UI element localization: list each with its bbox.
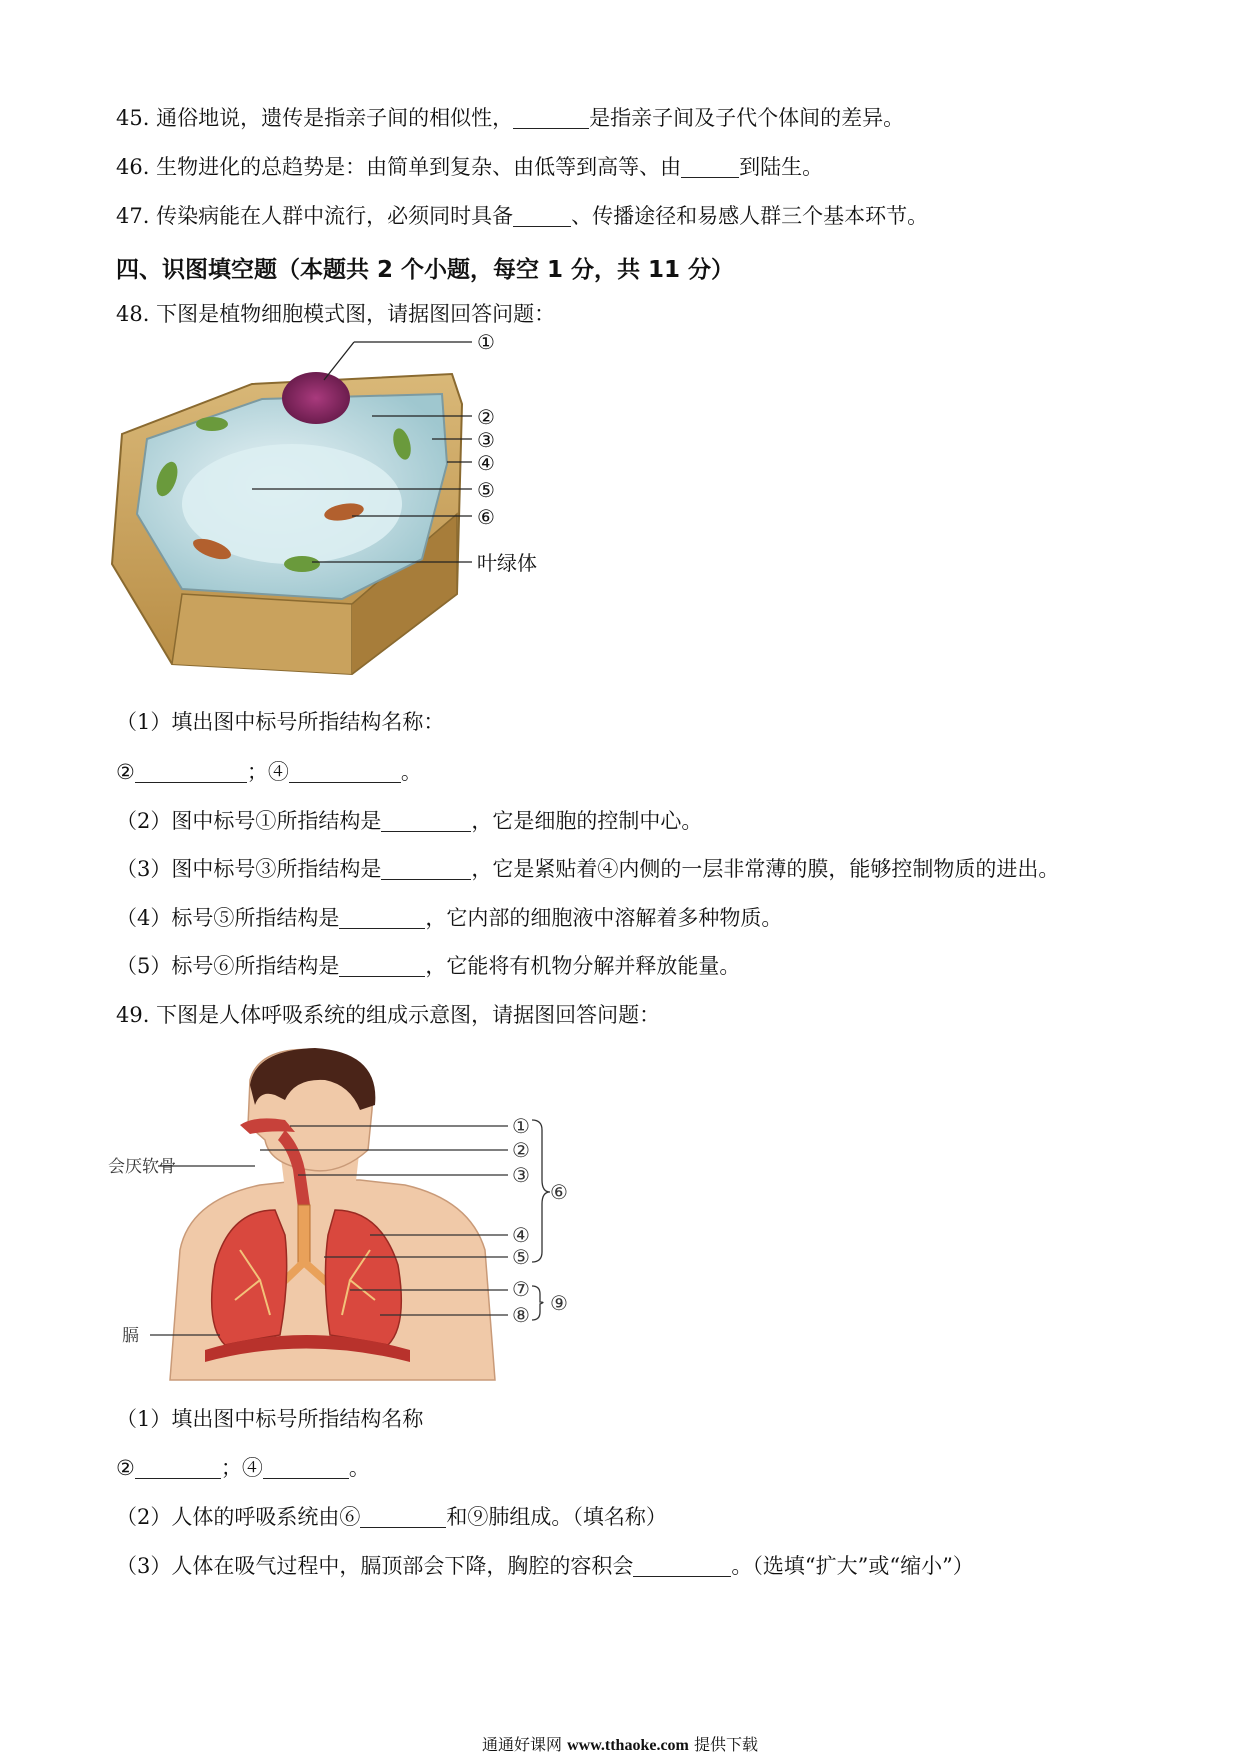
q49-part1-answers — [116, 1454, 370, 1482]
q48-part3 — [116, 855, 1059, 883]
resp-label-6: ⑥ — [550, 1180, 568, 1204]
resp-label-7: ⑦ — [512, 1277, 530, 1301]
resp-label-2: ② — [512, 1138, 530, 1162]
q48-p3-after: ，它是紧贴着④内侧的一层非常薄的膜，能够控制物质的进出。 — [471, 857, 1060, 881]
q49-p1-label-2: ② — [116, 1456, 135, 1480]
q48-part2 — [116, 807, 702, 835]
cell-label-6: ⑥ — [477, 505, 495, 529]
q49-p3-blank[interactable] — [633, 1556, 731, 1577]
q48-part1: （1）填出图中标号所指结构名称： — [116, 710, 445, 734]
q49-p3-after: 。（选填“扩大”或“缩小”） — [731, 1554, 974, 1578]
q48-p1-label-4: ；④ — [246, 760, 289, 784]
respiratory-side-labels — [108, 1157, 176, 1346]
resp-label-9: ⑨ — [550, 1291, 568, 1315]
q45-answer-blank[interactable] — [513, 108, 589, 129]
plant-cell-diagram — [112, 330, 612, 680]
resp-label-1: ① — [512, 1114, 530, 1138]
q46-answer-blank[interactable] — [681, 157, 739, 178]
q48-p3-blank[interactable] — [381, 859, 471, 880]
q49-stem: 49. 下图是人体呼吸系统的组成示意图，请据图回答问题： — [116, 1003, 661, 1027]
section-4-heading: 四、识图填空题（本题共 2 个小题，每空 1 分，共 11 分） — [116, 257, 735, 283]
q49-answer-blank-2[interactable] — [135, 1458, 221, 1479]
q48-p4-blank[interactable] — [339, 908, 425, 929]
q49-p3-before: （3）人体在吸气过程中，膈顶部会下降，胸腔的容积会 — [116, 1554, 634, 1578]
diaphragm-label: 膈 — [122, 1326, 139, 1346]
q48-p2-before: （2）图中标号①所指结构是 — [116, 809, 382, 833]
cell-label-3: ③ — [477, 428, 495, 452]
footer-url[interactable]: www.tthaoke.com — [567, 1737, 689, 1754]
q48-p5-after: ，它能将有机物分解并释放能量。 — [425, 954, 741, 978]
q48-p4-after: ，它内部的细胞液中溶解着多种物质。 — [425, 906, 783, 930]
q49-p2-after: 和⑨肺组成。（填名称） — [446, 1505, 667, 1529]
respiratory-system-diagram — [110, 1050, 610, 1380]
q48-part1-answers — [116, 758, 422, 786]
q48-p4-before: （4）标号⑤所指结构是 — [116, 906, 340, 930]
q48-p3-before: （3）图中标号③所指结构是 — [116, 857, 382, 881]
q45-text-after: 是指亲子间及子代个体间的差异。 — [589, 106, 905, 130]
q48-answer-blank-2[interactable] — [135, 762, 247, 783]
page-footer — [0, 1732, 1240, 1755]
q49-answer-blank-4[interactable] — [263, 1458, 349, 1479]
q49-p1-end: 。 — [348, 1456, 370, 1480]
q48-p2-after: ，它是细胞的控制中心。 — [471, 809, 703, 833]
footer-site-name: 通通好课网 — [482, 1735, 563, 1754]
q48-p1-end: 。 — [400, 760, 422, 784]
resp-label-5: ⑤ — [512, 1245, 530, 1269]
cell-label-5: ⑤ — [477, 478, 495, 502]
q48-part5 — [116, 952, 740, 980]
q48-p5-before: （5）标号⑥所指结构是 — [116, 954, 340, 978]
q45-text-before: 45. 通俗地说，遗传是指亲子间的相似性， — [116, 106, 514, 130]
q48-stem: 48. 下图是植物细胞模式图，请据图回答问题： — [116, 302, 556, 326]
resp-label-8: ⑧ — [512, 1303, 530, 1327]
q49-p1-label-4: ；④ — [220, 1456, 263, 1480]
footer-download-text: 提供下载 — [693, 1735, 758, 1754]
q46-text-before: 46. 生物进化的总趋势是：由简单到复杂、由低等到高等、由 — [116, 155, 682, 179]
q47-text-after: 、传播途径和易感人群三个基本环节。 — [571, 204, 929, 228]
epiglottis-label: 会厌软骨 — [108, 1157, 176, 1177]
cell-label-1: ① — [477, 330, 495, 354]
question-47 — [116, 202, 928, 230]
cell-labels — [477, 330, 537, 575]
nucleus — [282, 372, 350, 424]
q48-part4 — [116, 904, 782, 932]
q48-p5-blank[interactable] — [339, 956, 425, 977]
resp-label-4: ④ — [512, 1223, 530, 1247]
q46-text-after: 到陆生。 — [739, 155, 824, 179]
q47-answer-blank[interactable] — [513, 206, 571, 227]
q49-part3 — [116, 1552, 974, 1580]
q49-p2-blank[interactable] — [360, 1507, 446, 1528]
question-45 — [116, 104, 904, 132]
question-46 — [116, 153, 823, 181]
q47-text-before: 47. 传染病能在人群中流行，必须同时具备 — [116, 204, 514, 228]
cell-label-chloroplast: 叶绿体 — [477, 551, 537, 575]
q48-p1-label-2: ② — [116, 760, 135, 784]
q48-answer-blank-4[interactable] — [289, 762, 401, 783]
cell-label-4: ④ — [477, 451, 495, 475]
cell-label-2: ② — [477, 405, 495, 429]
q48-p2-blank[interactable] — [381, 811, 471, 832]
q49-part2 — [116, 1503, 667, 1531]
resp-label-3: ③ — [512, 1163, 530, 1187]
q49-part1: （1）填出图中标号所指结构名称 — [116, 1407, 424, 1431]
q49-p2-before: （2）人体的呼吸系统由⑥ — [116, 1505, 361, 1529]
